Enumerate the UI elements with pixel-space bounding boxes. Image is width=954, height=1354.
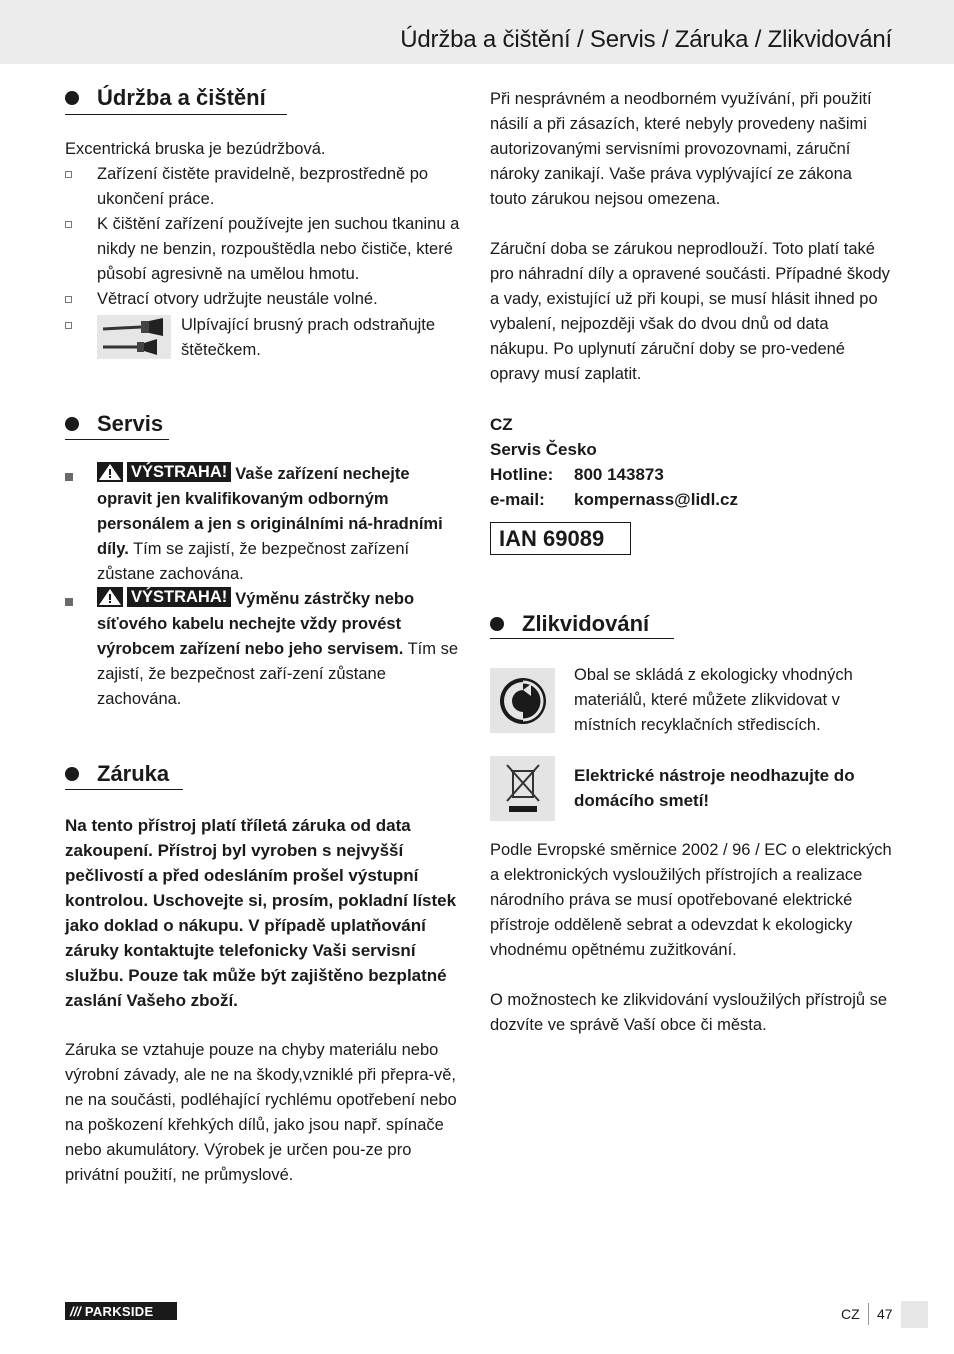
section-dot-icon	[65, 91, 79, 105]
service-section: VÝSTRAHA! Vaše zařízení nechejte opravit jen kvalifikovaným odborným personálem a jen s originálními ná-hradními díly. Tím se zajistí, že bezpečnost zařízení zůstane zachována. VÝSTRAHA! Výměnu zástrčky nebo síťového kabelu nechejte vždy provést výrobcem zařízení nebo jeho servisem. Tím se zajistí, že bezpečnost zaří-zení zůstane zachována.	[65, 462, 465, 712]
warranty-bold-paragraph: Na tento přístroj platí tříletá záruka od data zakoupení. Přístroj byl vyroben s nejvyšší pečlivostí a před odesláním prošel výstupní kontrolou. Uschovejte si, prosím, pokladní lístek jako doklad o nákupu. V případě uplatňování záruky kontaktujte telefonicky Vaši servisní službu. Pouze tak může být zajištěno bezplatné zaslání Vašeho zboží.	[65, 816, 457, 1010]
heading-warranty: Záruka	[65, 759, 169, 789]
crossed-bin-icon	[490, 756, 555, 821]
warranty-section	[65, 813, 465, 1188]
section-dot-icon	[490, 617, 504, 631]
footer-language: CZ	[841, 1306, 860, 1322]
parkside-logo: /// PARKSIDE	[65, 1302, 177, 1320]
heading-rule	[490, 638, 674, 639]
square-bullet-icon	[65, 473, 73, 481]
warning-triangle-icon	[97, 587, 123, 607]
ian-box: IAN 69089	[490, 522, 631, 555]
service-contact: CZ Servis Česko Hotline: 800 143873 e-mail: kompernass@lidl.cz	[490, 415, 738, 509]
disposal-paragraph: O možnostech ke zlikvidování vysloužilých přístrojů se dozvíte ve správě Vaší obce či města.	[490, 991, 888, 1034]
heading-rule	[65, 114, 287, 115]
warranty-paragraph: Záruka se vztahuje pouze na chyby materiálu nebo výrobní závady, ale ne na škody,vzniklé při přepra-vě, ne na součásti, podléhající rychlému opotřebení nebo na poškození křehkých dílů, jako jsou např. spínače nebo akumulátory. Výrobek je určen pou-ze pro privátní použití, ne průmyslové.	[65, 1041, 457, 1184]
checkbox-bullet-icon	[65, 221, 72, 228]
brush-icon	[97, 315, 171, 359]
warning-badge: VÝSTRAHA!	[97, 587, 231, 607]
maintenance-section: Excentrická bruska je bezúdržbová. Zařízení čistěte pravidelně, bezprostředně po ukončení práce. K čištění zařízení používejte jen suchou tkaninu a nikdy ne benzin, rozpouštědla nebo čističe, které působí agresivně na umělou hmotu. Větrací otvory udržujte neustále volné. Ulpívající brusný prach odstraňujte štětečkem.	[65, 137, 465, 377]
checkbox-bullet-icon	[65, 296, 72, 303]
green-dot-icon	[490, 668, 555, 733]
disposal-section	[490, 838, 894, 1038]
heading-disposal: Zlikvidování	[490, 609, 649, 639]
footer-divider	[868, 1303, 869, 1325]
weee-text: Elektrické nástroje neodhazujte do domácího smetí!	[574, 766, 855, 810]
heading-service: Servis	[65, 409, 163, 439]
packaging-text: Obal se skládá z ekologicky vhodných materiálů, které můžete zlikvidovat v místních recyklačních střediscích.	[574, 666, 853, 734]
section-dot-icon	[65, 417, 79, 431]
heading-rule	[65, 789, 183, 790]
email-link[interactable]: kompernass@lidl.cz	[574, 490, 738, 509]
maintenance-intro: Excentrická bruska je bezúdržbová.	[65, 140, 326, 158]
warning-badge: VÝSTRAHA!	[97, 462, 231, 482]
section-dot-icon	[65, 767, 79, 781]
checkbox-bullet-icon	[65, 322, 72, 329]
page-title: Údržba a čištění / Servis / Záruka / Zlikvidování	[400, 26, 892, 53]
warranty-continued	[490, 87, 890, 387]
page-number: 47	[877, 1306, 893, 1322]
disposal-paragraph: Podle Evropské směrnice 2002 / 96 / EC o elektrických a elektronických vysloužilých přístrojích a realizace národního práva se musí opotřebované elektrické přístroje odděleně sebrat a odevzdat k ekologicky vhodnému opětnému zužitkování.	[490, 841, 892, 959]
heading-maintenance: Údržba a čištění	[65, 83, 266, 113]
warranty-paragraph: Záruční doba se zárukou neprodlouží. Toto platí také pro náhradní díly a opravené součásti. Případné škody a vady, existující už při koupi, se musí hlásit ihned po vybalení, nejpozději však do dvou dnů od data nákupu. Po uplynutí záruční doby se pro-vedené opravy musí zaplatit.	[490, 240, 890, 383]
warranty-paragraph: Při nesprávném a neodborném využívání, při použití násilí a při zásazích, které nebyly provedeny našimi autorizovanými servisními provozovnami, záruční nároky zanikají. Vaše práva vyplývající ze zákona touto zárukou nejsou omezena.	[490, 90, 872, 208]
heading-rule	[65, 439, 169, 440]
footer-tab	[901, 1301, 928, 1328]
square-bullet-icon	[65, 598, 73, 606]
checkbox-bullet-icon	[65, 171, 72, 178]
warning-triangle-icon	[97, 462, 123, 482]
